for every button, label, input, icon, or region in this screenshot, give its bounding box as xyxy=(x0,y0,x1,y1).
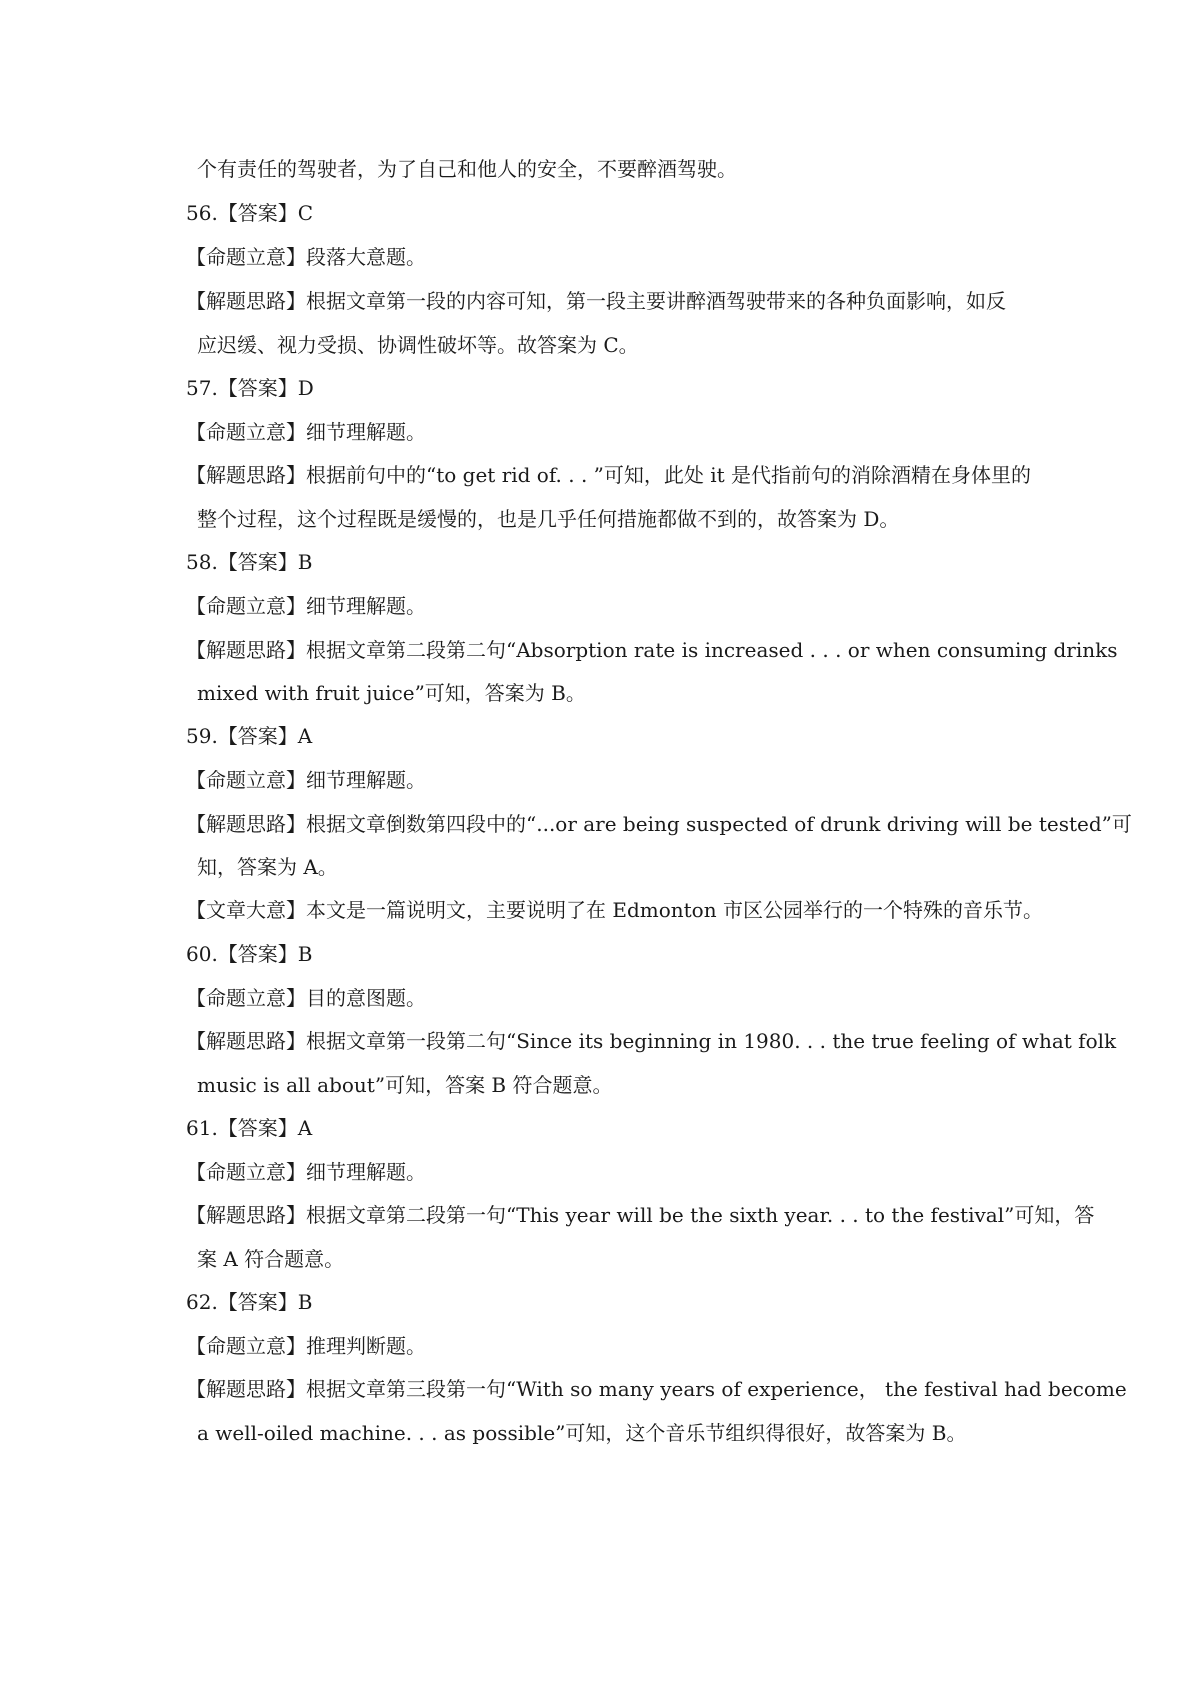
analysis-58-line-1: 【解题思路】根据文章第二段第二句“Absorption rate is increased . . . or when consuming drinks xyxy=(186,638,1118,662)
analysis-60-line-2: music is all about”可知，答案 B 符合题意。 xyxy=(197,1073,613,1097)
answer-58: 58.【答案】B xyxy=(186,550,313,574)
analysis-61-line-1: 【解题思路】根据文章第二段第一句“This year will be the sixth year. . . to the festival”可知，答 xyxy=(186,1203,1095,1227)
answer-56: 56.【答案】C xyxy=(186,201,314,225)
answer-57: 57.【答案】D xyxy=(186,376,314,400)
intent-61: 【命题立意】细节理解题。 xyxy=(186,1160,426,1184)
intent-60: 【命题立意】目的意图题。 xyxy=(186,986,426,1010)
analysis-62-line-2: a well-oiled machine. . . as possible”可知，这个音乐节组织得很好，故答案为 B。 xyxy=(197,1421,967,1445)
analysis-57-line-1: 【解题思路】根据前句中的“to get rid of. . . ”可知，此处 it 是代指前句的消除酒精在身体里的 xyxy=(186,463,1032,487)
intent-59: 【命题立意】细节理解题。 xyxy=(186,768,426,792)
article-summary: 【文章大意】本文是一篇说明文，主要说明了在 Edmonton 市区公园举行的一个特殊的音乐节。 xyxy=(186,898,1043,922)
analysis-61-line-2: 案 A 符合题意。 xyxy=(197,1247,345,1271)
analysis-56-line-1: 【解题思路】根据文章第一段的内容可知，第一段主要讲醉酒驾驶带来的各种负面影响，如反 xyxy=(186,289,1006,313)
continuation-line: 个有责任的驾驶者，为了自己和他人的安全，不要醉酒驾驶。 xyxy=(197,157,737,181)
answer-62: 62.【答案】B xyxy=(186,1290,313,1314)
analysis-59-line-1: 【解题思路】根据文章倒数第四段中的“...or are being suspected of drunk driving will be tested”可 xyxy=(186,812,1132,836)
intent-58: 【命题立意】细节理解题。 xyxy=(186,594,426,618)
intent-62: 【命题立意】推理判断题。 xyxy=(186,1334,426,1358)
answer-61: 61.【答案】A xyxy=(186,1116,313,1140)
analysis-62-line-1: 【解题思路】根据文章第三段第一句“With so many years of experience， the festival had become xyxy=(186,1377,1127,1401)
intent-56: 【命题立意】段落大意题。 xyxy=(186,245,426,269)
answer-60: 60.【答案】B xyxy=(186,942,313,966)
analysis-58-line-2: mixed with fruit juice”可知，答案为 B。 xyxy=(197,681,586,705)
intent-57: 【命题立意】细节理解题。 xyxy=(186,420,426,444)
analysis-59-line-2: 知，答案为 A。 xyxy=(197,855,338,879)
analysis-60-line-1: 【解题思路】根据文章第一段第二句“Since its beginning in 1980. . . the true feeling of what folk xyxy=(186,1029,1117,1053)
answer-59: 59.【答案】A xyxy=(186,724,313,748)
analysis-57-line-2: 整个过程，这个过程既是缓慢的，也是几乎任何措施都做不到的，故答案为 D。 xyxy=(197,507,900,531)
analysis-56-line-2: 应迟缓、视力受损、协调性破坏等。故答案为 C。 xyxy=(197,333,639,357)
